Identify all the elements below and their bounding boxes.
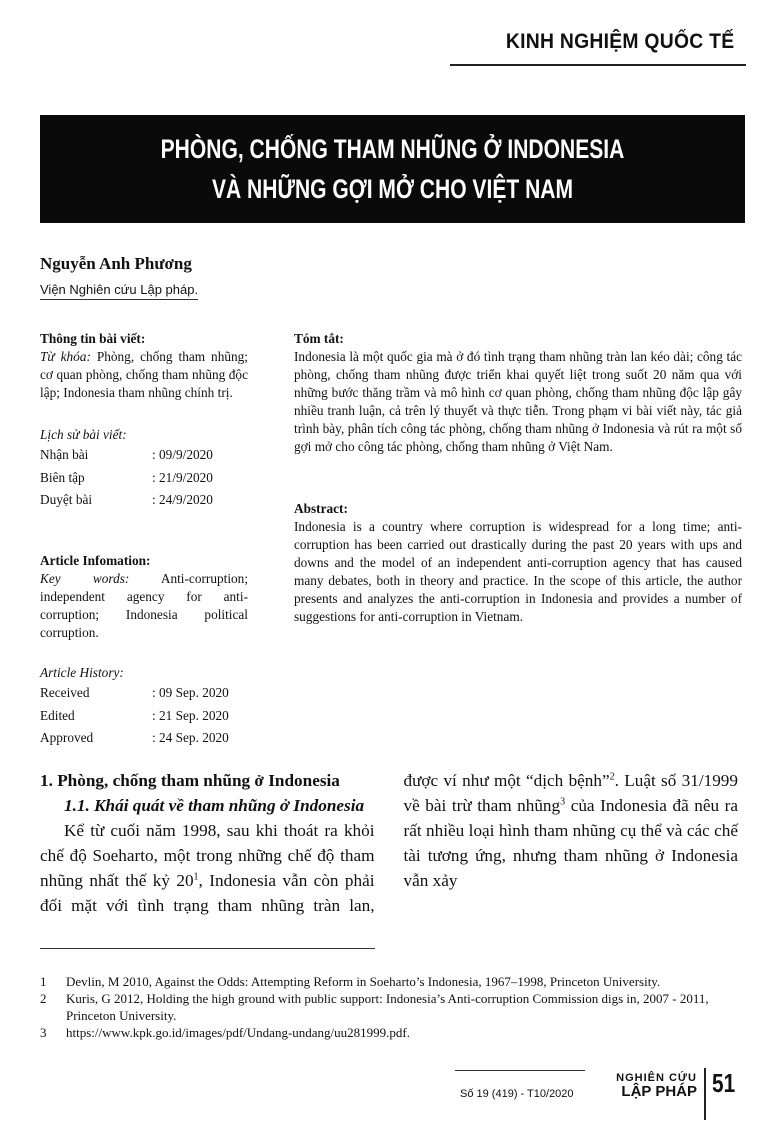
history-label: Approved [40,730,94,745]
keywords-text: Phòng, chống tham nhũng; cơ quan phòng, chống tham nhũng độc lập; Indonesia tham nhũng chính trị. [40,349,248,400]
footnote-ref[interactable]: 3 [560,796,566,808]
history-label: Duyệt bài [40,492,93,507]
history-row [40,727,248,750]
keywords-label: Key words: [40,571,130,586]
history-row [40,705,248,728]
info-heading: Thông tin bài viết: [40,331,146,346]
footnote [40,990,740,1024]
history-value: : 09/9/2020 [152,447,213,462]
history-label: Received [40,685,90,700]
history-row [40,467,248,490]
keywords-label: Từ khóa: [40,349,91,364]
body-text: Kể từ cuối năm 1998, sau khi thoát ra khỏi chế độ Soeharto, một trong những chế độ tham nhũng nhất thế kỷ 20 [40,821,375,890]
footnote-number: 1 [40,974,47,989]
history-label: Article History: [40,665,124,680]
keywords [40,348,248,402]
body-text: của Indonesia đã nêu ra rất nhiều loại hình tham nhũng cụ thể và các chế tài tương ứng, nhưng tham nhũng ở Indonesia vẫn xảy [403,796,738,890]
article-info-vi [40,330,248,512]
footnote-ref[interactable]: 2 [609,771,615,783]
keywords-text: Anti-corruption; independent agency for anti-corruption; Indonesia political corruption. [40,571,249,640]
history-value: : 21/9/2020 [152,469,213,485]
page-number: 51 [712,1068,736,1098]
body-text: , Indonesia vẫn còn phải đối mặt với tình trạng tham nhũng tràn lan, được ví như một “dịch bệnh” [40,771,610,915]
history-value: : 21 Sep. 2020 [152,707,229,723]
footnote-number: 2 [40,991,47,1006]
issue-number: Số 19 (419) - T10/2020 [460,1088,574,1100]
summary-text: Indonesia là một quốc gia mà ở đó tình trạng tham nhũng tràn lan kéo dài; công tác phòng, chống tham nhũng được triển khai quyết liệt trong suốt 20 năm qua với những bước thăng trầm và mô hình cơ quan phòng, chống tham nhũng độc lập gây nhiều tranh luận, cả trên lý thuyết và thực tiễn. Trong phạm vi bài viết này, tác giả trình bày, phân tích công tác phòng, chống tham nhũng ở Indonesia và rút ra một số gợi mở cho công tác phòng, chống tham nhũng ở Việt Nam. [294,349,742,454]
header-rule [450,64,746,66]
summary-en [294,500,742,626]
footnotes [40,973,740,1041]
footnote-text: https://www.kpk.go.id/images/pdf/Undang-undang/uu281999.pdf. [66,1025,410,1040]
footnote-text: Devlin, M 2010, Against the Odds: Attempting Reform in Soeharto’s Indonesia, 1967–1998, Princeton University. [66,974,661,989]
section-header: KINH NGHIỆM QUỐC TẾ [505,30,734,53]
history-row [40,682,248,705]
history-label: Lịch sử bài viết: [40,427,127,442]
abstract-text: Indonesia is a country where corruption is widespread for a long time; anti-corruption has been carried out drastically during the past 20 years with ups and downs and the model of an independent anti-corruption agency that has caused many debates, both in theory and practice. In the scope of this article, the author presents and analyzes the anti-corruption in Indonesia and provides a number of suggestions for anti-corruption in Vietnam. [294,519,742,624]
footnote-number: 3 [40,1025,47,1040]
author-affiliation: Viện Nghiên cứu Lập pháp. [40,282,198,300]
footnote [40,1024,740,1041]
footnote-text: Kuris, G 2012, Holding the high ground with public support: Indonesia’s Anti-corruption Commission digs in, 2007 - 2011, Princeton University. [66,991,709,1023]
history-row [40,489,248,512]
abstract-heading: Abstract: [294,501,348,516]
summary-vi [294,330,742,456]
section-heading: 1. Phòng, chống tham nhũng ở Indonesia [40,771,340,790]
title-line-2: VÀ NHỮNG GỢI MỞ CHO VIỆT NAM [211,174,574,204]
info-heading: Article Infomation: [40,553,151,568]
summary-heading: Tóm tắt: [294,331,344,346]
footer-divider [704,1068,706,1120]
article-title [40,115,745,223]
history-row [40,444,248,467]
history-label: Biên tập [40,469,85,485]
history-value: : 09 Sep. 2020 [152,685,229,700]
footer-rule [455,1070,585,1071]
history-label: Edited [40,707,75,723]
subsection-heading: 1.1. Khái quát về tham nhũng ở Indonesia [64,796,365,815]
article-info-en [40,552,248,750]
history-value: : 24 Sep. 2020 [152,730,229,745]
body-text: . Luật số 31/1999 về bài trừ tham nhũng [403,771,738,815]
keywords [40,570,248,642]
journal-logo-line2: LẬP PHÁP [621,1083,697,1100]
footnote-ref[interactable]: 1 [193,871,199,883]
title-line-1: PHÒNG, CHỐNG THAM NHŨNG Ở INDONESIA [160,134,625,164]
author-name: Nguyễn Anh Phương [40,254,192,273]
journal-logo-line1: NGHIÊN CỨU [616,1072,697,1084]
history-value: : 24/9/2020 [152,492,213,507]
footnote [40,973,740,990]
footnote-rule [40,948,375,949]
history-label: Nhận bài [40,447,89,462]
body-columns [40,768,738,920]
journal-logo [605,1072,697,1100]
